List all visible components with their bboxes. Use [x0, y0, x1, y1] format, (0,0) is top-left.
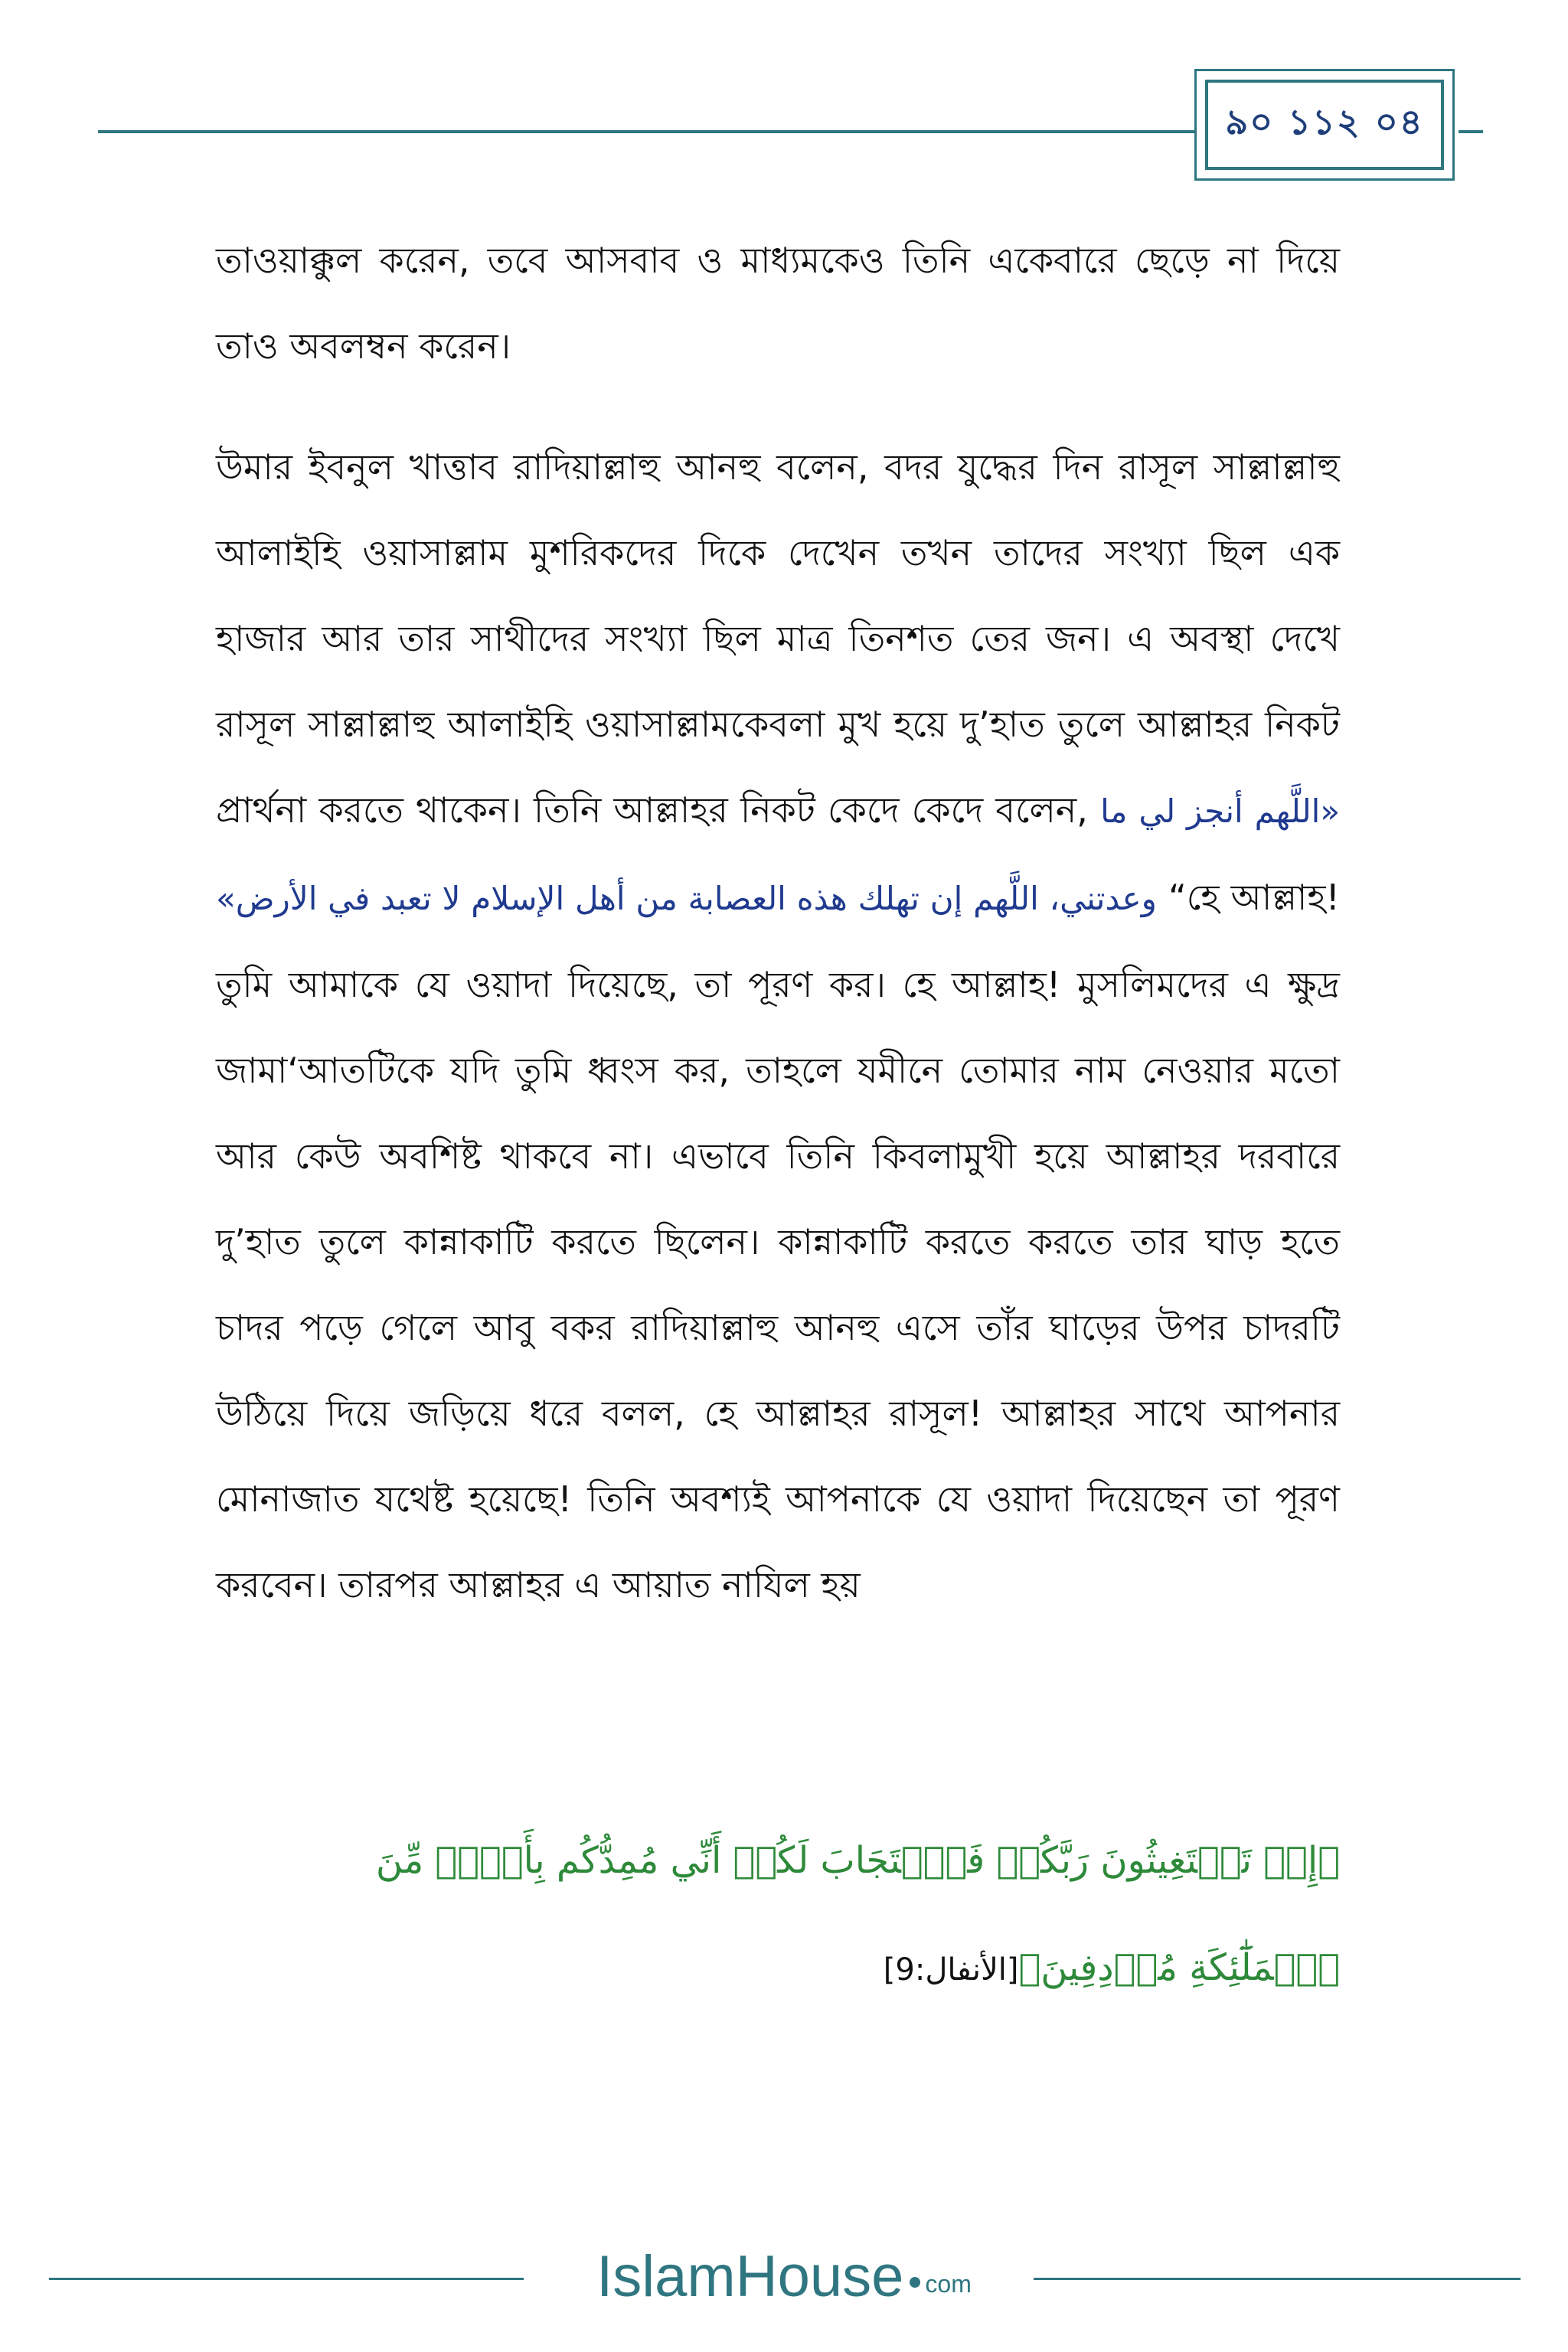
- header-rule: [98, 130, 1277, 133]
- logo-wordmark: IslamHouse: [596, 2243, 904, 2309]
- paragraph-1: [216, 217, 1340, 389]
- paragraph-2: [216, 424, 1340, 1628]
- logo-domain-suffix: com: [925, 2269, 972, 2298]
- paragraph-1-text: তাওয়াক্কুল করেন, তবে আসবাব ও মাধ্যমকেও তিনি একেবারে ছেড়ে না দিয়ে তাও অবলম্বন করেন।: [216, 240, 1340, 367]
- page-number-frame: [1194, 69, 1458, 184]
- ayah-reference: [الأنفال:9]: [883, 1952, 1019, 1988]
- islamhouse-logo: [539, 2242, 1029, 2311]
- ayah-text: ﴿إِذۡ تَسۡتَغِيثُونَ رَبَّكُمۡ فَٱسۡتَجَابَ لَكُمۡ أَنِّي مُمِدُّكُم بِأَلۡفٖ مِّنَ ٱلۡمَلَٰٓئِكَةِ مُرۡدِفِينَ﴾: [375, 1839, 1340, 1989]
- logo-dot-icon: [910, 2277, 920, 2288]
- page-number-inner-border: [1205, 80, 1444, 170]
- footer-rule-right: [1034, 2278, 1521, 2280]
- quran-ayah: [216, 1807, 1340, 2024]
- header-rule-end: [1459, 130, 1483, 133]
- page-number: ৯০ ১১২ ০৪: [1225, 101, 1424, 142]
- footer-rule-left: [49, 2278, 524, 2280]
- paragraph-2-text-start: উমার ইবনুল খাত্তাব রাদিয়াল্লাহু আনহু বলেন, বদর যুদ্ধের দিন রাসূল সাল্লাল্লাহু আলাইহি ওয়াসাল্লাম মুশরিকদের দিকে দেখেন তখন তাদের সংখ্যা ছিল এক হাজার আর তার সাথীদের সংখ্যা ছিল মাত্র তিনশত তের জন। এ অবস্থা দেখে রাসূল সাল্লাল্লাহু আলাইহি ওয়াসাল্লামকেবলা মুখ হয়ে দু’হাত তুলে আল্লাহর নিকট প্রার্থনা করতে থাকেন। তিনি আল্লাহর নিকট কেদে কেদে বলেন,: [216, 446, 1340, 831]
- paragraph-2-text-end: “হে আল্লাহ! তুমি আমাকে যে ওয়াদা দিয়েছে, তা পূরণ কর। হে আল্লাহ! মুসলিমদের এ ক্ষুদ্র জামা‘আতটিকে যদি তুমি ধ্বংস কর, তাহলে যমীনে তোমার নাম নেওয়ার মতো আর কেউ অবশিষ্ট থাকবে না। এভাবে তিনি কিবলামুখী হয়ে আল্লাহর দরবারে দু’হাত তুলে কান্নাকাটি করতে ছিলেন। কান্নাকাটি করতে করতে তার ঘাড় হতে চাদর পড়ে গেলে আবু বকর রাদিয়াল্লাহু আনহু এসে তাঁর ঘাড়ের উপর চাদরটি উঠিয়ে দিয়ে জড়িয়ে ধরে বলল, হে আল্লাহর রাসূল! আল্লাহর সাথে আপনার মোনাজাত যথেষ্ট হয়েছে! তিনি অবশ্যই আপনাকে যে ওয়াদা দিয়েছেন তা পূরণ করবেন। তারপর আল্লাহর এ আয়াত নাযিল হয়: [216, 877, 1340, 1606]
- arabic-dua-quote: «اللَّهم أنجز لي ما وعدتني، اللَّهم إن تهلك هذه العصابة من أهل الإسلام لا تعبد في الأرض»: [216, 792, 1341, 917]
